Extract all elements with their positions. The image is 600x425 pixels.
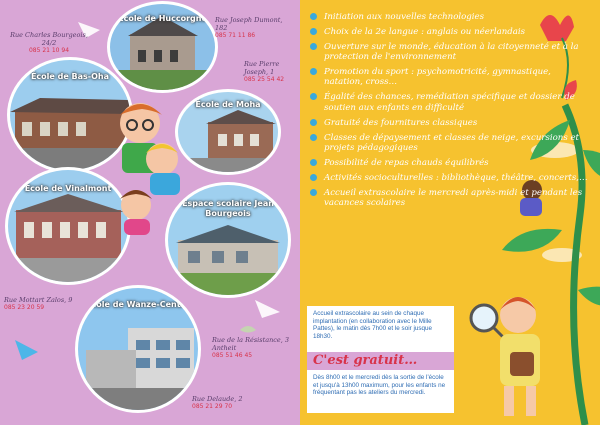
bullet-icon xyxy=(310,119,317,126)
bullet-icon xyxy=(310,28,317,35)
free-highlight: C'est gratuit… xyxy=(313,353,418,368)
school-address-delaude xyxy=(192,395,278,411)
address-text: Rue de la Résistance, 3 Antheit xyxy=(212,336,290,352)
phone-number: 085 25 54 42 xyxy=(244,76,285,83)
phone-number: 085 51 46 45 xyxy=(212,352,253,359)
info-intro: Accueil extrascolaire au sein de chaque implantation (en collaboration avec le Mille Pattes), le matin dès 7h00 et le soir jusque 18h30. xyxy=(313,310,433,340)
feature-item: Activités socioculturelles : bibliothèque, théâtre, concerts,… xyxy=(310,173,590,183)
address-text: Rue Joseph Dumont, 182 xyxy=(215,16,283,32)
address-text: Rue Charles Bourgeois, 24/2 xyxy=(10,31,88,47)
bullet-icon xyxy=(310,93,317,100)
school-address-moha xyxy=(244,60,298,84)
feature-item: Possibilité de repas chauds équilibrés xyxy=(310,158,590,168)
school-title: École de Bas-Oha xyxy=(30,72,110,81)
school-address-bas-oha xyxy=(4,31,94,55)
school-title: École de Vinalmont xyxy=(24,184,112,193)
bullet-icon xyxy=(310,134,317,141)
children-illustration xyxy=(92,95,212,235)
address-text: Rue Delaude, 2 xyxy=(192,395,243,403)
feature-item: Choix de la 2e langue : anglais ou néerlandais xyxy=(310,27,590,37)
bullet-icon xyxy=(310,159,317,166)
bullet-icon xyxy=(310,189,317,196)
school-title: École de Wanze-Centre xyxy=(86,300,190,309)
school-address-wanze-centre xyxy=(212,336,298,360)
feature-item: Promotion du sport : psychomotricité, gymnastique, natation, cross… xyxy=(310,67,590,87)
phone-number: 085 71 11 86 xyxy=(215,32,256,39)
bullet-icon xyxy=(310,13,317,20)
address-text: Rue Pierre Joseph, 1 xyxy=(244,60,280,76)
school-address-mottart xyxy=(4,296,84,312)
feature-item: Accueil extrascolaire le mercredi après-midi et pendant les vacances scolaires xyxy=(310,188,590,208)
feature-item: Initiation aux nouvelles technologies xyxy=(310,12,590,22)
info-detail: Dès 8h00 et le mercredi dès la sortie de l'école et jusqu'à 13h00 maximum, pour les enfants ne fréquentant pas les ateliers du mercredi. xyxy=(313,374,446,397)
school-title: École de Moha xyxy=(195,100,261,109)
bullet-icon xyxy=(310,174,317,181)
phone-number: 085 21 29 70 xyxy=(192,403,233,410)
extracurricular-info-box xyxy=(307,306,454,413)
address-text: Rue Mottart Zalos, 9 xyxy=(4,296,73,304)
features-list xyxy=(310,12,590,213)
school-address-huccorgne xyxy=(215,16,295,40)
feature-item: Ouverture sur le monde, éducation à la citoyenneté et à la protection de l'environnement xyxy=(310,42,590,62)
bullet-icon xyxy=(310,43,317,50)
feature-item: Égalité des chances, remédiation spécifique et dossier de soutien aux enfants en difficulté xyxy=(310,92,590,112)
bullet-icon xyxy=(310,68,317,75)
phone-number: 085 23 20 59 xyxy=(4,304,45,311)
school-title: École de Huccorgne xyxy=(118,14,207,23)
feature-item: Classes de dépaysement et classes de neige, excursions et projets pédagogiques xyxy=(310,133,590,153)
school-circle-wanze-centre xyxy=(78,288,198,410)
feature-item: Gratuité des fournitures classiques xyxy=(310,118,590,128)
phone-number: 085 21 10 94 xyxy=(28,47,70,54)
school-title: Espace scolaire Jean Bourgeois xyxy=(182,199,274,218)
